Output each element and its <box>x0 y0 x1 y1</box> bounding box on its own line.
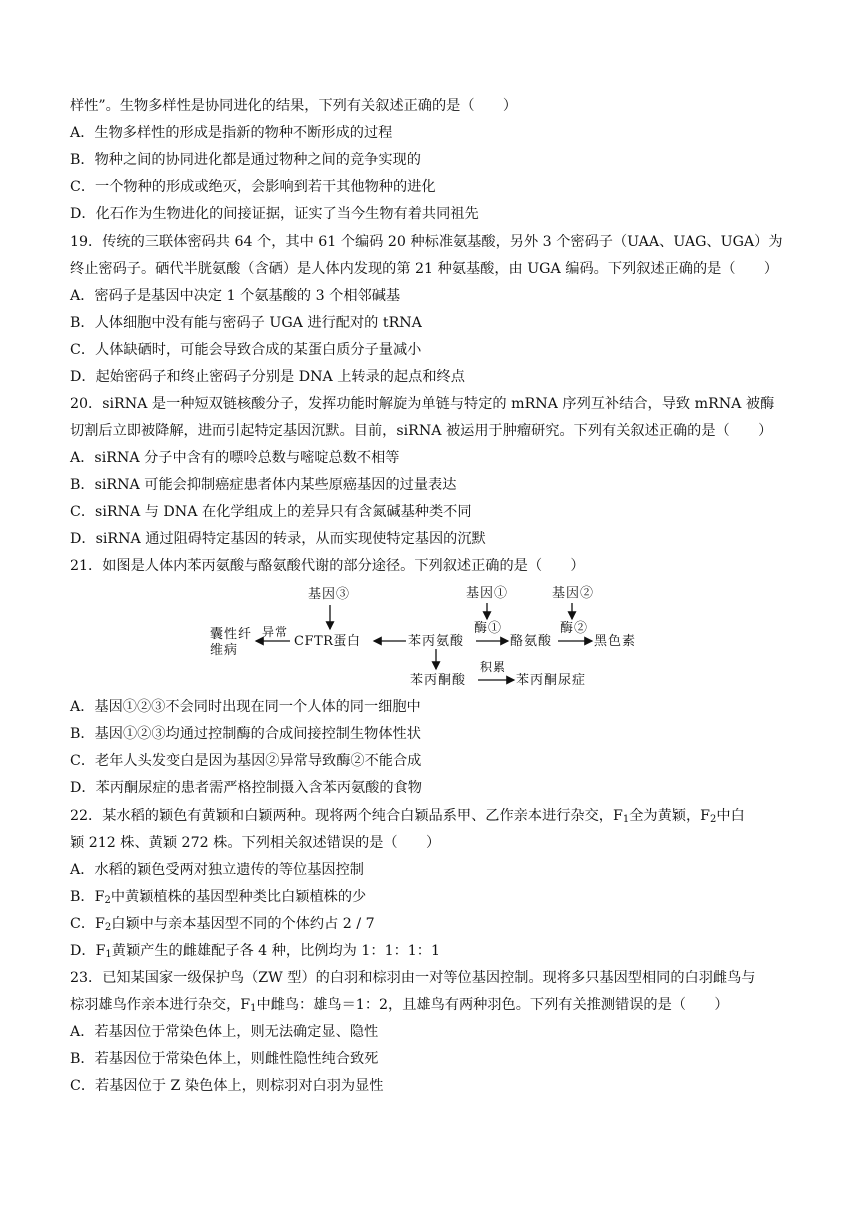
pku-label: 苯丙酮尿症 <box>516 673 587 688</box>
subscript: 2 <box>104 922 112 933</box>
q20-option-c: C．siRNA 与 DNA 在化学组成上的差异只有含氮碱基种类不同 <box>70 504 472 520</box>
q21-stem: 21．如图是人体内苯丙氨酸与酪氨酸代谢的部分途径。下列叙述正确的是（ ） <box>70 558 585 574</box>
q23-stem-line2 <box>70 995 796 1019</box>
subscript: 2 <box>710 814 717 825</box>
option-prefix: C．F <box>70 916 105 932</box>
subscript: 1 <box>105 949 112 960</box>
enzyme1-label: 酶① <box>474 621 503 636</box>
option-prefix: D．F <box>70 943 106 959</box>
q18-option-a: A．生物多样性的形成是指新的物种不断形成的过程 <box>70 125 393 141</box>
q21-option-b: B．基因①②③均通过控制酶的合成间接控制生物体性状 <box>70 726 421 742</box>
q20-stem-line2: 切割后立即被降解，进而引起特定基因沉默。目前，siRNA 被运用于肿瘤研究。下列有关叙述正确的是（ ） <box>70 423 773 439</box>
q23-stem-line1: 23．已知某国家一级保护鸟（ZW 型）的白羽和棕羽由一对等位基因控制。现将多只基因型相同的白羽雌鸟与 <box>70 970 756 986</box>
phenylalanine-label: 苯丙氨酸 <box>408 634 465 649</box>
q22-option-a: A．水稻的颖色受两对独立遗传的等位基因控制 <box>70 862 364 878</box>
metabolic-pathway-diagram <box>196 585 644 691</box>
q23-stem-text-a: 棕羽雄鸟作亲本进行杂交，F <box>70 997 251 1013</box>
option-text: 中黄颖植株的基因型种类比白颖植株的少 <box>110 889 367 905</box>
q22-option-c <box>70 914 796 938</box>
tyrosine-label: 酪氨酸 <box>510 634 553 649</box>
enzyme2-label: 酶② <box>560 621 589 636</box>
q19-stem-line1: 19．传统的三联体密码共 64 个，其中 61 个编码 20 种标准氨基酸，另外 3 个密码子（UAA、UAG、UGA）为 <box>70 234 783 250</box>
gene2-label: 基因② <box>552 586 595 601</box>
q23-option-b: B．若基因位于常染色体上，则雌性隐性纯合致死 <box>70 1051 379 1067</box>
q23-option-c: C．若基因位于 Z 染色体上，则棕羽对白羽为显性 <box>70 1078 384 1094</box>
q22-stem-text-b: 全为黄颖，F <box>629 808 711 824</box>
phenylpyruvate-label: 苯丙酮酸 <box>410 673 467 688</box>
q20-option-d: D．siRNA 通过阻碍特定基因的转录，从而实现使特定基因的沉默 <box>70 531 486 547</box>
accumulate-label: 积累 <box>480 660 507 674</box>
q21-option-c: C．老年人头发变白是因为基因②异常导致酶②不能合成 <box>70 753 422 769</box>
q20-option-b: B．siRNA 可能会抑制癌症患者体内某些原癌基因的过量表达 <box>70 477 457 493</box>
q21-option-a: A．基因①②③不会同时出现在同一个人体的同一细胞中 <box>70 699 421 715</box>
subscript: 1 <box>250 1003 257 1014</box>
q23-stem-text-b: 中雌鸟：雄鸟＝1：2，且雄鸟有两种羽色。下列有关推测错误的是（ ） <box>256 997 729 1013</box>
q22-option-b <box>70 887 796 911</box>
q19-option-d: D．起始密码子和终止密码子分别是 DNA 上转录的起点和终点 <box>70 369 465 385</box>
q22-stem-text-a: 22．某水稻的颖色有黄颖和白颖两种。现将两个纯合白颖品系甲、乙作亲本进行杂交，F <box>70 808 623 824</box>
q18-stem-tail: 样性”。生物多样性是协同进化的结果，下列有关叙述正确的是（ ） <box>70 98 518 114</box>
q22-stem-text-c: 中白 <box>716 808 745 824</box>
q18-option-c: C．一个物种的形成或绝灭，会影响到若干其他物种的进化 <box>70 179 436 195</box>
q19-option-b: B．人体细胞中没有能与密码子 UGA 进行配对的 tRNA <box>70 315 422 331</box>
option-text: 黄颖产生的雌雄配子各 4 种，比例均为 1：1：1：1 <box>111 943 441 959</box>
subscript: 2 <box>104 895 111 906</box>
q20-stem-line1: 20．siRNA 是一种短双链核酸分子，发挥功能时解旋为单链与特定的 mRNA 序列互补结合，导致 mRNA 被酶 <box>70 396 775 412</box>
abnormal-label: 异常 <box>262 625 289 639</box>
disease-label-line2: 维病 <box>210 643 239 658</box>
q19-stem-line2: 终止密码子。硒代半胱氨酸（含硒）是人体内发现的第 21 种氨基酸，由 UGA 编码。下列叙述正确的是（ ） <box>70 261 779 277</box>
option-prefix: B．F <box>70 889 105 905</box>
q22-option-d <box>70 941 796 965</box>
q22-stem-line1 <box>70 806 796 830</box>
option-text: 白颖中与亲本基因型不同的个体约占 2 / 7 <box>111 916 375 932</box>
gene1-label: 基因① <box>466 586 509 601</box>
cftr-label: CFTR蛋白 <box>294 634 361 649</box>
q22-stem-line2: 颖 212 株、黄颖 272 株。下列相关叙述错误的是（ ） <box>70 835 441 851</box>
q21-option-d: D．苯丙酮尿症的患者需严格控制摄入含苯丙氨酸的食物 <box>70 780 422 796</box>
q19-option-a: A．密码子是基因中决定 1 个氨基酸的 3 个相邻碱基 <box>70 288 401 304</box>
q20-option-a: A．siRNA 分子中含有的嘌呤总数与嘧啶总数不相等 <box>70 450 400 466</box>
melanin-label: 黑色素 <box>594 634 637 649</box>
q18-option-b: B．物种之间的协同进化都是通过物种之间的竞争实现的 <box>70 152 421 168</box>
q19-option-c: C．人体缺硒时，可能会导致合成的某蛋白质分子量减小 <box>70 342 422 358</box>
disease-label-line1: 囊性纤 <box>210 627 253 642</box>
q18-option-d: D．化石作为生物进化的间接证据，证实了当今生物有着共同祖先 <box>70 206 479 222</box>
subscript: 1 <box>622 814 630 825</box>
q23-option-a: A．若基因位于常染色体上，则无法确定显、隐性 <box>70 1024 379 1040</box>
gene3-label: 基因③ <box>308 587 351 602</box>
